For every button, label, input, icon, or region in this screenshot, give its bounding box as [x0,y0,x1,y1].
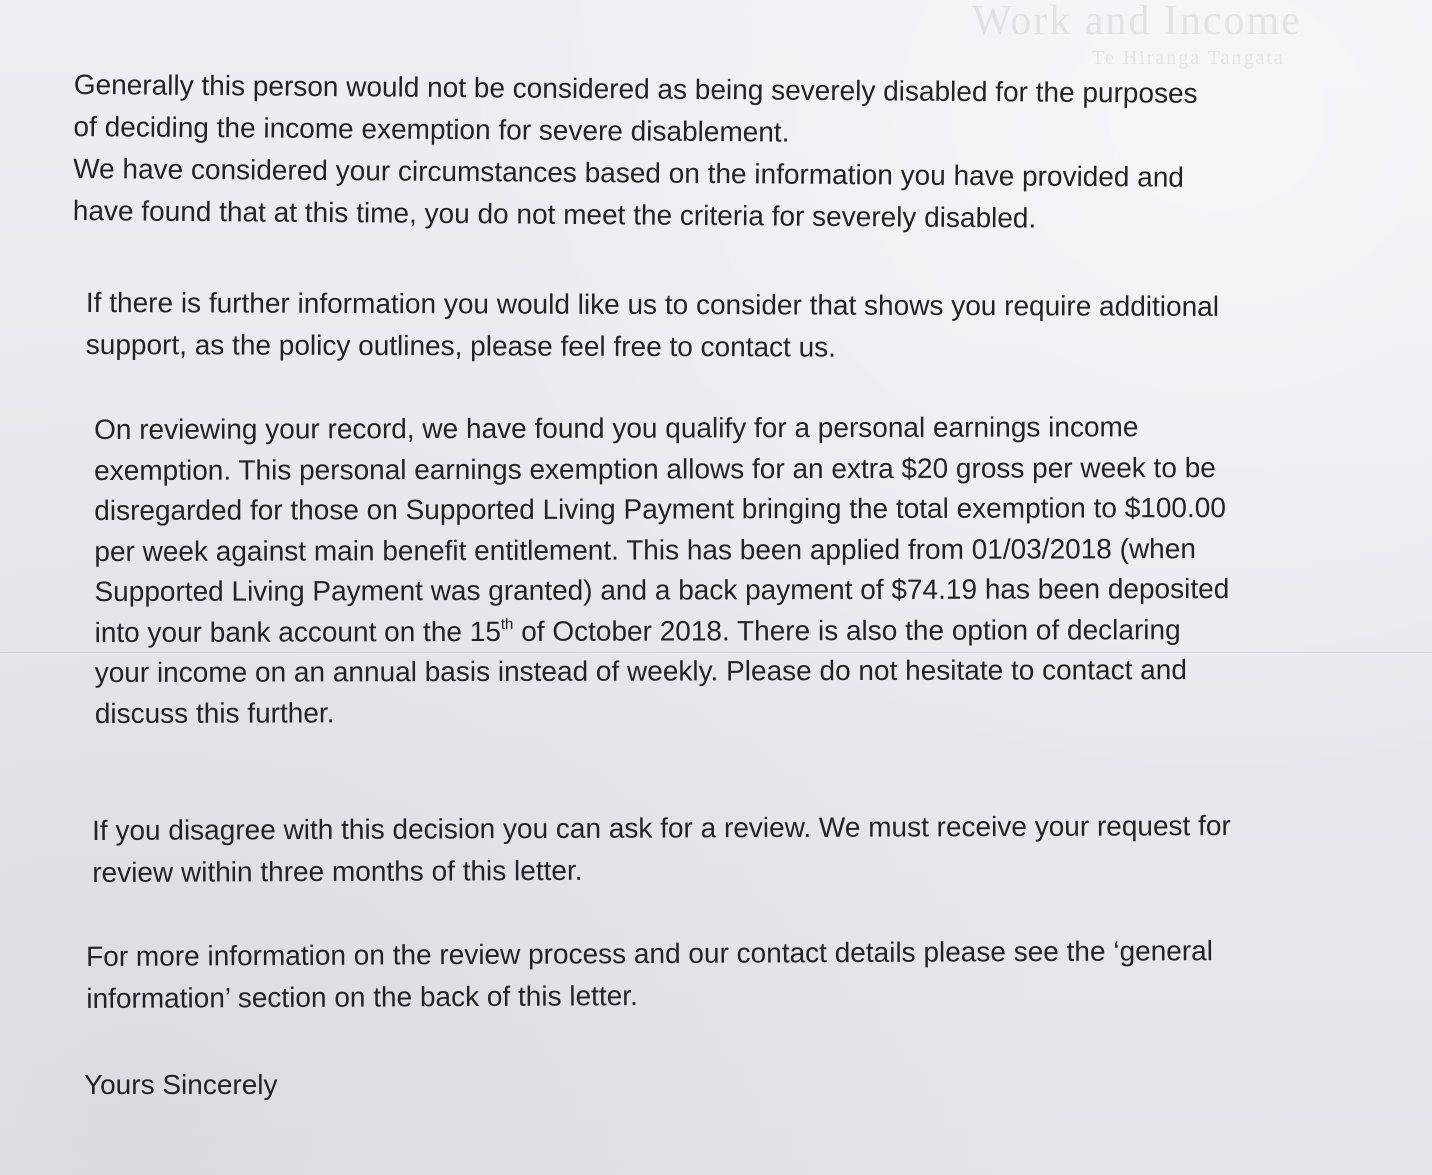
paragraph-decision [73,64,1198,241]
paragraph-earnings-exemption [94,407,1230,734]
text-line: of deciding the income exemption for severe disablement. [73,110,790,148]
text-line-with-ordinal [95,610,1230,653]
closing-salutation [84,1064,278,1106]
letterhead-title: Work and Income [972,0,1302,44]
letterhead-watermark [972,0,1392,70]
letterhead-subtitle: Te Hiranga Tangata [1092,47,1285,69]
text-line: your income on an annual basis instead of weekly. Please do not hesitate to contact and [94,654,1187,688]
ordinal-suffix: th [500,615,514,633]
text-line: We have considered your circumstances based on the information you have provided and [73,152,1185,193]
text-line: For more information on the review process and our contact details please see the ‘general [86,935,1214,972]
text-line: have found that at this time, you do not meet the criteria for severely disabled. [72,194,1037,234]
text-line: disregarded for those on Supported Living Payment bringing the total exemption to $100.00 [94,492,1226,526]
paragraph-more-information [86,930,1213,1020]
text-segment: into your bank account on the 15 [94,615,501,648]
text-line: review within three months of this letter. [92,854,583,888]
text-line: information’ section on the back of this letter. [86,980,638,1014]
text-line: On reviewing your record, we have found you qualify for a personal earnings income [94,411,1139,445]
text-line: If you disagree with this decision you can ask for a review. We must receive your request for [92,810,1231,846]
text-line: exemption. This personal earnings exemption allows for an extra $20 gross per week to be [94,451,1216,486]
text-line: discuss this further. [94,696,335,729]
paragraph-further-information [86,282,1219,370]
text-segment: of October 2018. There is also the option of declaring [513,613,1181,647]
paragraph-review-request [92,805,1231,894]
text-line: If there is further information you would like us to consider that shows you require additional [85,286,1220,322]
text-line: per week against main benefit entitlement. This has been applied from 01/03/2018 (when [94,532,1196,567]
text-line: Generally this person would not be considered as being severely disabled for the purposes [73,68,1198,109]
text-line: Supported Living Payment was granted) and a back payment of $74.19 has been deposited [94,573,1230,607]
text-line: support, as the policy outlines, please feel free to contact us. [85,328,837,363]
text-line: Yours Sincerely [84,1069,278,1100]
